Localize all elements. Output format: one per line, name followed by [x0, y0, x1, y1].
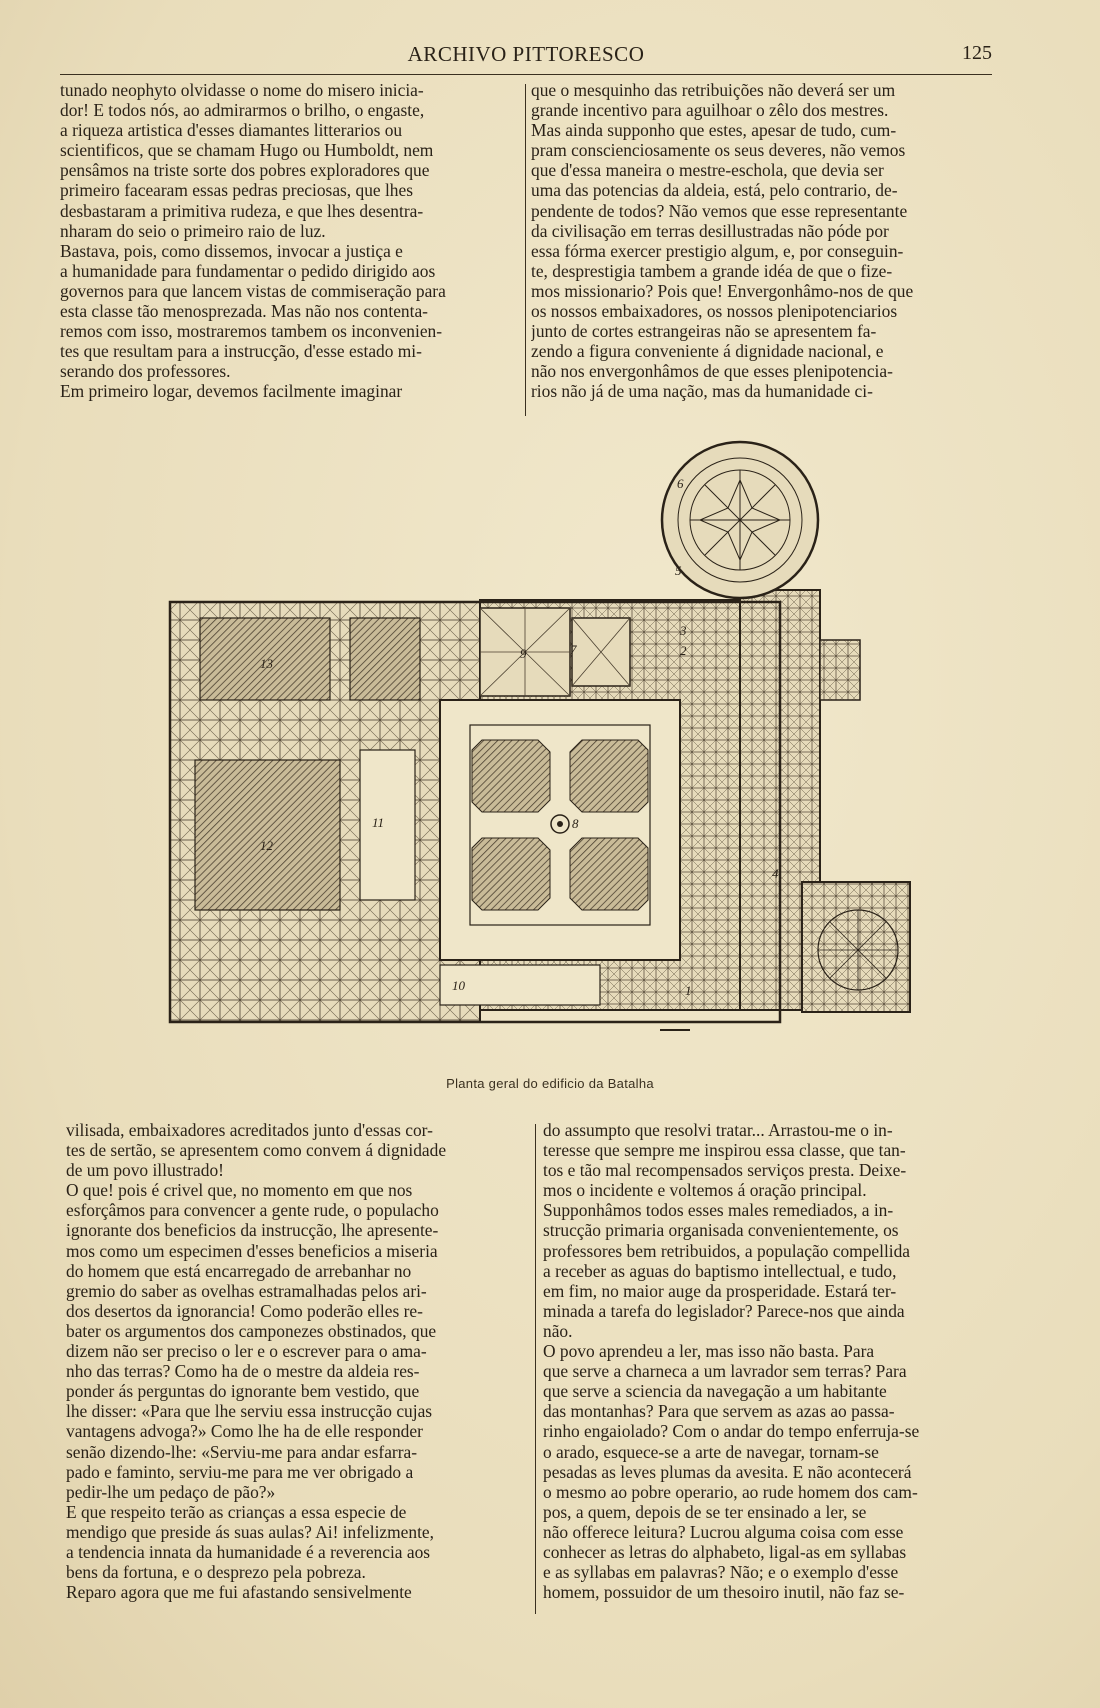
room-label-5: 5 — [675, 563, 682, 578]
text-line: mos como um especimen d'esses beneficios a miseria — [66, 1240, 438, 1261]
text-line: que serve a sciencia da navegação a um habitante — [543, 1381, 887, 1402]
text-line: nho das terras? Como ha de o mestre da aldeia res- — [66, 1361, 420, 1382]
room-label-11: 11 — [372, 815, 385, 830]
text-line: mos o incidente e voltemos á oração principal. — [543, 1180, 867, 1201]
text-line: não offerece leitura? Lucrou alguma coisa com esse — [543, 1521, 904, 1542]
text-column-top-left — [60, 80, 518, 402]
text-line: vilisada, embaixadores acreditados junto d'essas cor- — [66, 1120, 433, 1140]
text-line: O que! pois é crivel que, no momento em que nos — [66, 1180, 413, 1201]
text-line: de um povo illustrado! — [66, 1160, 224, 1181]
text-line: o mesmo ao pobre operario, ao rude homem dos cam- — [543, 1481, 918, 1502]
room-label-4: 4 — [772, 866, 779, 881]
text-line: ponder ás perguntas do ignorante bem vestido, que — [66, 1381, 420, 1402]
journal-title: ARCHIVO PITTORESCO — [407, 42, 645, 66]
room-label-10: 10 — [452, 978, 465, 993]
text-line: rios não já de uma nação, mas da humanidade ci- — [531, 381, 873, 402]
column-divider-top — [525, 84, 526, 416]
text-line: homem, possuidor de um thesoiro inutil, não faz se- — [543, 1582, 905, 1603]
text-line: pendente de todos? Não vemos que esse representante — [531, 200, 908, 221]
text-line: a riqueza artistica d'esses diamantes litterarios ou — [60, 120, 403, 141]
text-line: Mas ainda supponho que estes, apesar de tudo, cum- — [531, 120, 897, 141]
floor-plan-figure — [140, 440, 930, 1070]
text-line: e as syllabas em palavras? Não; e o exemplo d'esse — [543, 1562, 899, 1583]
text-line: bens da fortuna, e o desprezo pela pobreza. — [66, 1562, 366, 1583]
text-line: te, desprestigia tambem a grande idéa de que o fize- — [531, 260, 893, 281]
text-line: governos para que lancem vistas de commiseração para — [60, 280, 446, 301]
text-line: não. — [543, 1320, 573, 1341]
text-line: gremio do saber as ovelhas estramalhadas pelos ari- — [66, 1280, 427, 1301]
text-column-top-right — [531, 80, 989, 402]
text-line: que o mesquinho das retribuições não deverá ser um — [531, 80, 896, 100]
text-line: que d'essa maneira o mestre-eschola, que devia ser — [531, 160, 884, 181]
text-line: senão dizendo-lhe: «Serviu-me para andar esfarra- — [66, 1441, 418, 1462]
text-line: bater os argumentos dos camponezes obstinados, que — [66, 1320, 437, 1341]
text-line: mos missionario? Pois que! Envergonhâmo-nos de que — [531, 280, 914, 301]
text-line: pensâmos na triste sorte dos pobres exploradores que — [60, 160, 430, 181]
text-line: tos e tão mal recompensados serviços presta. Deixe- — [543, 1160, 907, 1181]
text-line: O povo aprendeu a ler, mas isso não basta. Para — [543, 1341, 875, 1362]
text-line: professores bem retribuidos, a população compellida — [543, 1240, 911, 1261]
text-line: Em primeiro logar, devemos facilmente imaginar — [60, 381, 403, 402]
text-line: scientificos, que se chamam Hugo ou Humboldt, nem — [60, 140, 434, 161]
room-label-13: 13 — [260, 656, 273, 671]
text-line: mendigo que preside ás suas aulas? Ai! infelizmente, — [66, 1521, 434, 1542]
text-line: vantagens advoga?» Como lhe ha de elle responder — [66, 1421, 423, 1442]
text-line: Bastava, pois, como dissemos, invocar a justiça e — [60, 240, 403, 261]
court-12 — [195, 760, 340, 910]
text-line: conhecer as letras do alphabeto, ligal-as em syllabas — [543, 1541, 907, 1562]
text-line: tes que resultam para a instrucção, d'esse estado mi- — [60, 341, 422, 362]
text-line: tes de sertão, se apresentem como convem á dignidade — [66, 1140, 447, 1161]
text-line: desbastaram a primitiva rudeza, e que lhes desentra- — [60, 200, 424, 221]
room-label-7: 7 — [570, 642, 577, 657]
room-label-2: 2 — [680, 643, 687, 658]
text-column-bottom-right — [543, 1120, 1001, 1602]
text-line: da civilisação em terras desillustradas não póde por — [531, 220, 889, 241]
text-line: nharam do seio o primeiro raio de luz. — [60, 220, 326, 241]
text-line: teresse que sempre me inspirou essa classe, que tan- — [543, 1140, 906, 1161]
rotunda — [662, 442, 818, 598]
room-label-8: 8 — [572, 816, 579, 831]
text-line: junto de cortes estrangeiras não se apresentem fa- — [531, 321, 877, 342]
text-line: a humanidade para fundamentar o pedido dirigido aos — [60, 260, 436, 281]
text-line: pado e faminto, serviu-me para me ver obrigado a — [66, 1461, 414, 1482]
page-number: 125 — [962, 42, 992, 64]
text-line: minada a tarefa do legislador? Parece-nos que ainda — [543, 1300, 905, 1321]
text-line: não nos envergonhâmos de que esses plenipotencia- — [531, 361, 893, 382]
text-line: rinho engaiolado? Com o andar do tempo enferruja-se — [543, 1421, 920, 1442]
text-line: esforçâmos para convencer a gente rude, o populacho — [66, 1200, 439, 1221]
room-label-9: 9 — [520, 646, 527, 661]
text-column-bottom-left — [66, 1120, 528, 1602]
text-line: Reparo agora que me fui afastando sensivelmente — [66, 1582, 412, 1603]
text-line: strucção primaria organisada convenientemente, os — [543, 1220, 899, 1241]
text-line: dizem não ser preciso o ler e o escrever para o ama- — [66, 1341, 427, 1362]
text-line: a receber as aguas do baptismo intellectual, e tudo, — [543, 1260, 897, 1281]
text-line: lhe disser: «Para que lhe serviu essa instrucção cujas — [66, 1401, 433, 1422]
page-header — [60, 38, 992, 72]
text-line: das montanhas? Para que servem as azas ao passa- — [543, 1401, 895, 1422]
text-line: esta classe tão menosprezada. Mas não nos contenta- — [60, 301, 428, 322]
text-line: pesadas as leves plumas da avesita. E não acontecerá — [543, 1461, 912, 1482]
court-13b — [350, 618, 420, 700]
passage-11 — [360, 750, 415, 900]
room-label-3: 3 — [680, 623, 687, 638]
text-line: os nossos embaixadores, os nossos plenipotenciarios — [531, 301, 898, 322]
room-label-6: 6 — [677, 476, 684, 491]
text-line: do homem que está encarregado de arrebanhar no — [66, 1260, 412, 1281]
text-line: pos, a quem, depois de se ter ensinado a ler, se — [543, 1501, 867, 1522]
apse-extension — [820, 640, 860, 700]
text-line: pedir-lhe um pedaço de pão?» — [66, 1481, 276, 1502]
text-line: tunado neophyto olvidasse o nome do misero inicia- — [60, 80, 424, 100]
text-line: essa fórma exercer prestigio algum, e, por conseguin- — [531, 240, 904, 261]
room-label-12: 12 — [260, 838, 273, 853]
text-line: o arado, esquece-se a arte de navegar, tornam-se — [543, 1441, 879, 1462]
text-line: do assumpto que resolvi tratar... Arrastou-me o in- — [543, 1120, 893, 1140]
text-line: a tendencia innata da humanidade é a reverencia aos — [66, 1541, 431, 1562]
text-line: pram conscienciosamente os seus deveres, não vemos — [531, 140, 906, 161]
room-label-1: 1 — [685, 983, 692, 998]
figure-caption: Planta geral do edificio da Batalha — [446, 1076, 654, 1091]
text-line: dos desertos da ignorancia! Como poderão elles re- — [66, 1300, 423, 1321]
column-divider-bottom — [535, 1124, 536, 1614]
text-line: primeiro facearam essas pedras preciosas, que lhes — [60, 180, 413, 201]
text-line: Supponhâmos todos esses males remediados, a in- — [543, 1200, 894, 1221]
text-line: uma das potencias da aldeia, está, pelo contrario, de- — [531, 180, 898, 201]
header-rule — [60, 74, 992, 75]
text-line: ignorante dos beneficios da instrucção, lhe apresente- — [66, 1220, 439, 1241]
text-line: remos com isso, mostraremos tambem os inconvenien- — [60, 321, 443, 342]
text-line: dor! E todos nós, ao admirarmos o brilho, o engaste, — [60, 100, 425, 121]
text-line: em fim, no maior auge da prosperidade. Estará ter- — [543, 1280, 897, 1301]
text-line: grande incentivo para aguilhoar o zêlo dos mestres. — [531, 100, 889, 121]
text-line: zendo a figura conveniente á dignidade nacional, e — [531, 341, 884, 362]
text-line: E que respeito terão as crianças a essa especie de — [66, 1501, 407, 1522]
text-line: serando dos professores. — [60, 361, 231, 382]
text-line: que serve a charneca a um lavrador sem terras? Para — [543, 1361, 907, 1382]
